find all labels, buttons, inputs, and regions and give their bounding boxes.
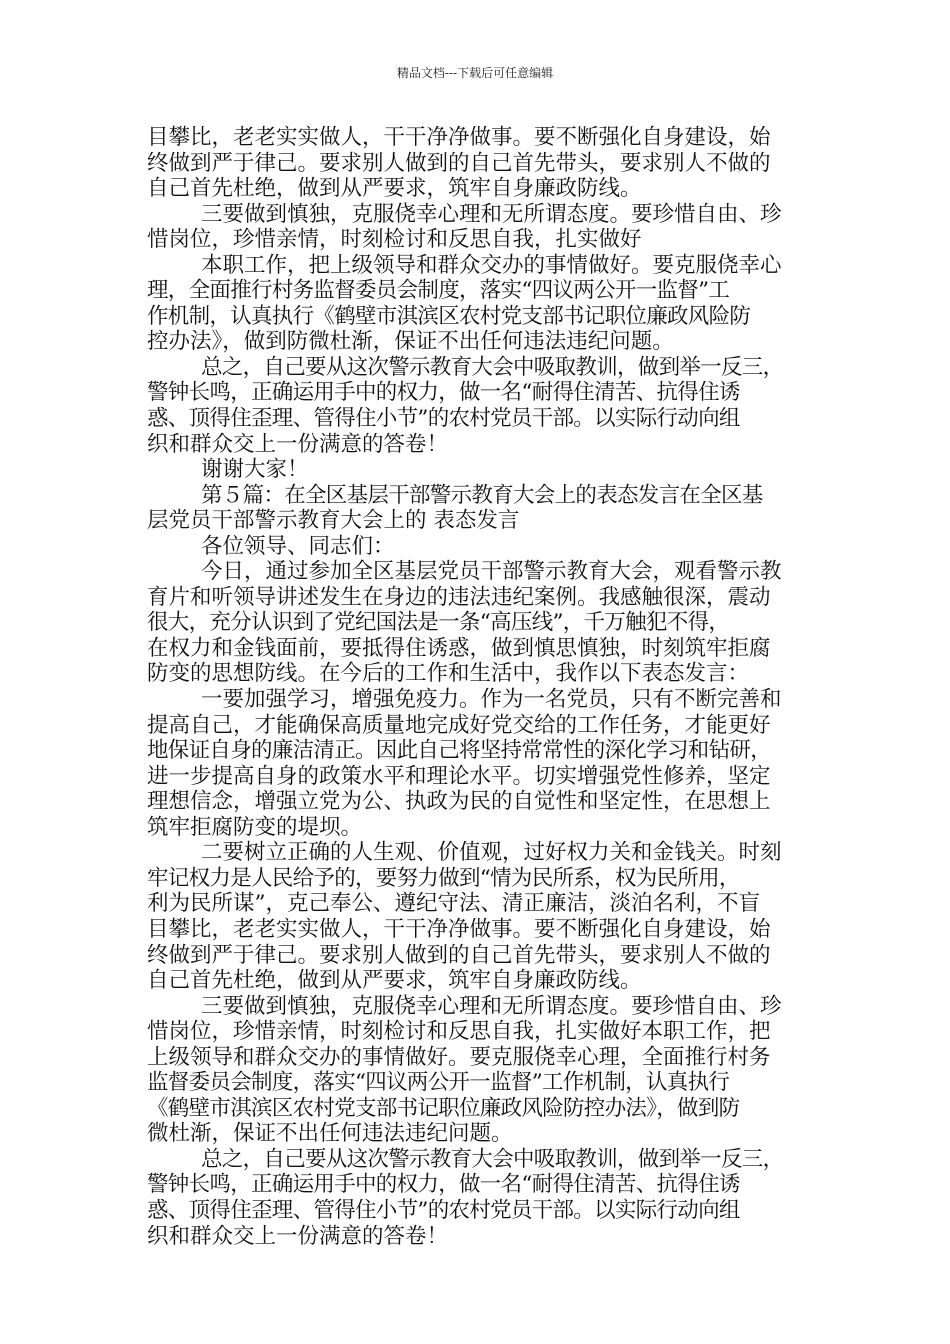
text-line: 筑牢拒腐防变的堤坝。 [147,814,363,840]
text-line: 今日，通过参加全区基层党员干部警示教育大会，观看警示教 [201,559,782,585]
text-line: 谢谢大家！ [201,457,309,483]
text-line: 总之，自己要从这次警示教育大会中吸取教训，做到举一反三， [201,354,784,380]
text-line: 惑、顶得住歪理、管得住小节”的农村党员干部。以实际行动向组 [147,406,740,432]
text-line: 进一步提高自身的政策水平和理论水平。切实增强党性修养，坚定 [147,763,771,789]
text-line: 惜岗位，珍惜亲情，时刻检讨和反思自我，扎实做好本职工作，把 [147,1019,771,1045]
text-line: 终做到严于律己。要求别人做到的自己首先带头，要求别人不做的 [147,150,771,176]
text-line: 警钟长鸣，正确运用手中的权力，做一名“耐得住清苦、抗得住诱 [147,380,740,406]
text-line: 提高自己，才能确保高质量地完成好党交给的工作任务，才能更好 [147,712,771,738]
text-line: 育片和听领导讲述发生在身边的违法违纪案例。我感触很深，震动 [147,584,771,610]
text-line: 织和群众交上一份满意的答卷！ [147,1223,449,1249]
text-line: 地保证自身的廉洁清正。因此自己将坚持常常性的深化学习和钻研， [147,738,772,764]
text-line: 理，全面推行村务监督委员会制度，落实“四议两公开一监督”工 [147,278,730,304]
text-line: 终做到严于律己。要求别人做到的自己首先带头，要求别人不做的 [147,942,771,968]
text-line: 在权力和金钱面前，要抵得住诱惑，做到慎思慎独，时刻筑牢拒腐 [147,635,771,661]
text-line: 微杜渐，保证不出任何违法违纪问题。 [147,1121,513,1147]
text-line: 惑、顶得住歪理、管得住小节”的农村党员干部。以实际行动向组 [147,1197,740,1223]
text-line: 控办法》，做到防微杜渐，保证不出任何违法违纪问题。 [147,329,674,355]
text-line: 自己首先杜绝，做到从严要求，筑牢自身廉政防线。 [147,968,642,994]
text-line: 监督委员会制度，落实“四议两公开一监督”工作机制，认真执行 [147,1070,730,1096]
text-line: 二要树立正确的人生观、价值观，过好权力关和金钱关。时刻 [201,840,782,866]
text-line: 防变的思想防线。在今后的工作和生活中，我作以下表态发言： [147,661,750,687]
text-line: 三要做到慎独，克服侥幸心理和无所谓态度。要珍惜自由、珍 [201,993,782,1019]
text-line: 作机制，认真执行《鹤壁市淇滨区农村党支部书记职位廉政风险防 [147,303,751,329]
text-line: 层党员干部警示教育大会上的 表态发言 [147,508,520,534]
text-line: 目攀比，老老实实做人，干干净净做事。要不断强化自身建设，始 [147,125,771,150]
text-line: 三要做到慎独，克服侥幸心理和无所谓态度。要珍惜自由、珍 [201,201,782,227]
document-body [147,125,807,1249]
text-line: 理想信念，增强立党为公、执政为民的自觉性和坚定性，在思想上 [147,789,771,815]
text-line: 一要加强学习，增强免疫力。作为一名党员，只有不断完善和 [201,687,782,713]
text-line: 警钟长鸣，正确运用手中的权力，做一名“耐得住清苦、抗得住诱 [147,1172,740,1198]
text-line: 惜岗位，珍惜亲情，时刻检讨和反思自我，扎实做好 [147,227,642,253]
page-header: 精品文档---下载后可任意编辑 [396,66,554,80]
text-line: 很大，充分认识到了党纪国法是一条“高压线”，千万触犯不得， [147,610,730,636]
text-line: 各位领导、同志们： [201,533,395,559]
text-line: 目攀比，老老实实做人，干干净净做事。要不断强化自身建设，始 [147,916,771,942]
text-line: 上级领导和群众交办的事情做好。要克服侥幸心理，全面推行村务 [147,1044,771,1070]
text-line: 自己首先杜绝，做到从严要求，筑牢自身廉政防线。 [147,176,642,202]
text-line: 牢记权力是人民给予的，要努力做到“情为民所系，权为民所用， [147,865,740,891]
text-line: 利为民所谋”，克己奉公、遵纪守法、清正廉洁，淡泊名利，不盲 [147,891,760,917]
text-line: 本职工作，把上级领导和群众交办的事情做好。要克服侥幸心 [201,252,782,278]
text-line: 总之，自己要从这次警示教育大会中吸取教训，做到举一反三， [201,1146,784,1172]
text-line: 第５篇：在全区基层干部警示教育大会上的表态发言在全区基 [201,482,763,508]
text-line: 《鹤壁市淇滨区农村党支部书记职位廉政风险防控办法》，做到防 [147,1095,740,1121]
text-line: 织和群众交上一份满意的答卷！ [147,431,449,457]
